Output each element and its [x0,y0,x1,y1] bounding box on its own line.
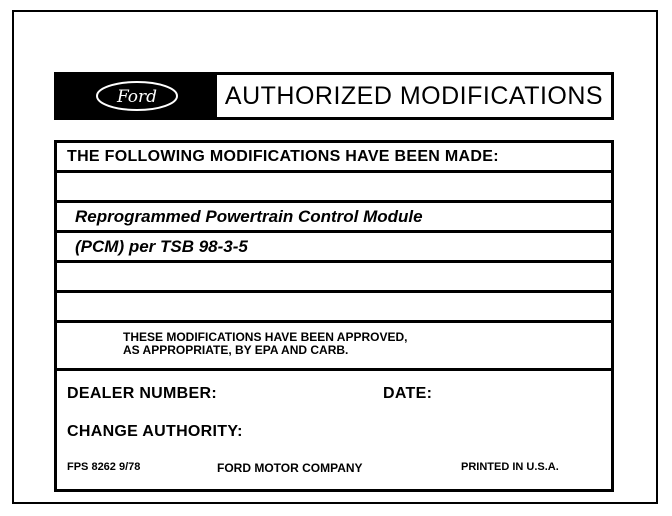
modification-line-3: (PCM) per TSB 98-3-5 [57,233,611,263]
approval-line-2: AS APPROPRIATE, BY EPA AND CARB. [123,343,349,357]
ford-logo-text: Ford [116,87,158,107]
dealer-number-label: DEALER NUMBER: [67,385,217,402]
ford-oval-logo-icon [94,79,180,113]
approval-line-1: THESE MODIFICATIONS HAVE BEEN APPROVED, [123,330,408,344]
printed-in-usa: PRINTED IN U.S.A. [461,461,559,473]
label-title: AUTHORIZED MODIFICATIONS [224,81,604,110]
approval-statement [57,323,611,371]
label-header [54,72,614,120]
modification-line-4 [57,263,611,293]
modifications-heading: THE FOLLOWING MODIFICATIONS HAVE BEEN MADE: [57,143,611,173]
dealer-section [57,371,611,489]
company-name: FORD MOTOR COMPANY [217,461,363,475]
ford-logo-icon [57,75,217,117]
modifications-card [54,140,614,492]
form-number: FPS 8262 9/78 [67,461,141,473]
modification-line-5 [57,293,611,323]
date-label: DATE: [383,385,433,402]
change-authority-label: CHANGE AUTHORITY: [67,423,243,440]
modification-line-1 [57,173,611,203]
modification-line-2: Reprogrammed Powertrain Control Module [57,203,611,233]
